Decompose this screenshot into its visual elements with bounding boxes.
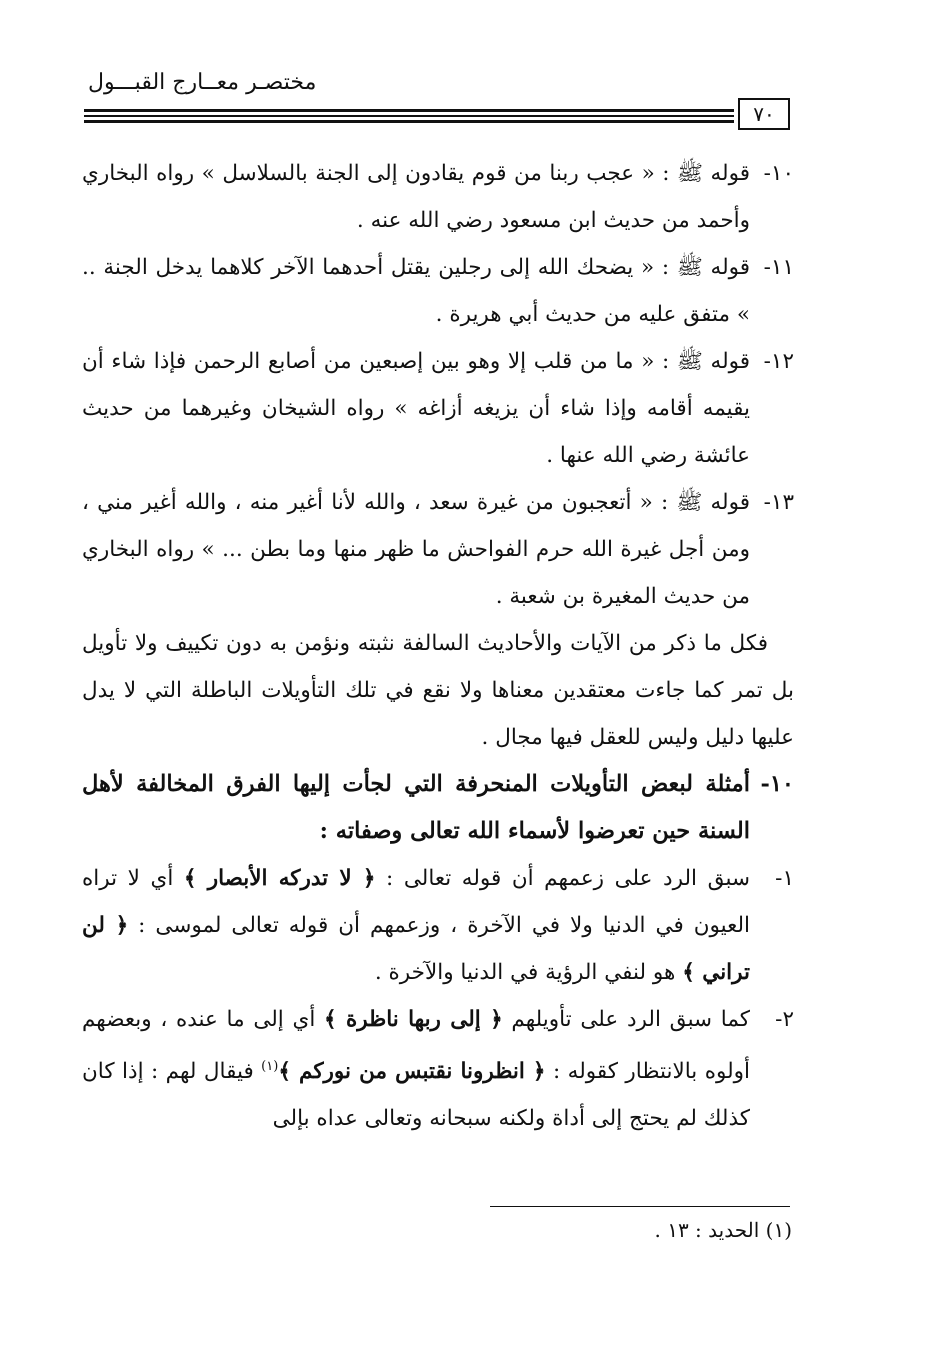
page-number: ٧٠ — [738, 98, 790, 130]
item-number: ١٠- — [763, 161, 794, 186]
footnote-reference: (١) — [261, 1059, 279, 1074]
quran-quote: ﴿ لن تراني ﴾ — [82, 913, 750, 985]
example-text-after: فيقال لهم : إذا كان كذلك لم يحتج إلى أداة ولكنه سبحانه وتعالى عداه بإلى — [82, 1059, 750, 1132]
hadith-item — [82, 479, 794, 620]
item-number: ١٢- — [763, 349, 794, 374]
item-number: ١٣- — [763, 490, 794, 515]
item-text: قوله ﷺ : « ما من قلب إلا وهو بين إصبعين من أصابع الرحمن فإذا شاء أن يقيمه أقامه وإذا شاء أن يزيغه أزاغه » رواه الشيخان وغيرهما من حديث عائشة رضي الله عنها . — [82, 349, 750, 468]
item-number: ٢- — [775, 1007, 794, 1032]
example-text-after: هو لنفي الرؤية في الدنيا والآخرة . — [374, 960, 683, 985]
summary-paragraph: فكل ما ذكر من الآيات والأحاديث السالفة نثبته ونؤمن به دون تكييف ولا تأويل بل تمر كما جاءت معتقدين معناها ولا نقع في تلك التأويلات الباطلة التي لا يدل عليها دليل وليس للعقل فيها مجال . — [82, 631, 794, 750]
item-text: قوله ﷺ : « عجب ربنا من قوم يقادون إلى الجنة بالسلاسل » رواه البخاري وأحمد من حديث ابن مسعود رضي الله عنه . — [82, 161, 750, 233]
section-heading-text: أمثلة لبعض التأويلات المنحرفة التي لجأت إليها الفرق المخالفة لأهل السنة حين تعرضوا لأسماء الله تعالى وصفاته : — [82, 771, 750, 844]
running-title: مختصـر معــارج القبـــول — [88, 70, 317, 95]
header-rule — [84, 115, 734, 117]
item-number: ١- — [775, 866, 794, 891]
main-text — [82, 150, 794, 1142]
example-text-middle: أي إلى ما عنده ، وبعضهم أولوه بالانتظار كقوله : — [82, 1007, 750, 1085]
section-number: ١٠- — [760, 771, 794, 797]
footnote: (١) الحديد : ١٣ . — [654, 1218, 792, 1242]
example-text-before: سبق الرد على زعمهم أن قوله تعالى : — [375, 866, 751, 891]
hadith-item — [82, 244, 794, 338]
hadith-item — [82, 338, 794, 479]
section-heading — [82, 761, 794, 855]
header-rule — [84, 120, 734, 123]
item-text: قوله ﷺ : « أتعجبون من غيرة سعد ، والله لأنا أغير منه ، والله أغير مني ، ومن أجل غيرة الله حرم الفواحش ما ظهر منها وما بطن ... » رواه البخاري من حديث المغيرة بن شعبة . — [82, 490, 750, 609]
header-rule — [84, 109, 734, 112]
example-item — [82, 996, 794, 1142]
quran-quote: ﴿ إلى ربها ناظرة ﴾ — [324, 1007, 503, 1032]
footnote-separator — [490, 1206, 790, 1207]
example-text-before: كما سبق الرد على تأويلهم — [502, 1007, 751, 1032]
item-text: قوله ﷺ : « يضحك الله إلى رجلين يقتل أحدهما الآخر كلاهما يدخل الجنة .. » متفق عليه من حديث أبي هريرة . — [82, 255, 750, 327]
quran-quote: ﴿ لا تدركه الأبصار ﴾ — [183, 866, 376, 891]
example-item — [82, 855, 794, 996]
hadith-item — [82, 150, 794, 244]
example-text-middle: أي لا تراه العيون في الدنيا ولا في الآخرة ، وزعمهم أن قوله تعالى لموسى : — [82, 866, 751, 938]
item-number: ١١- — [763, 255, 794, 280]
quran-quote: ﴿ انظرونا نقتبس من نوركم ﴾ — [278, 1059, 546, 1085]
